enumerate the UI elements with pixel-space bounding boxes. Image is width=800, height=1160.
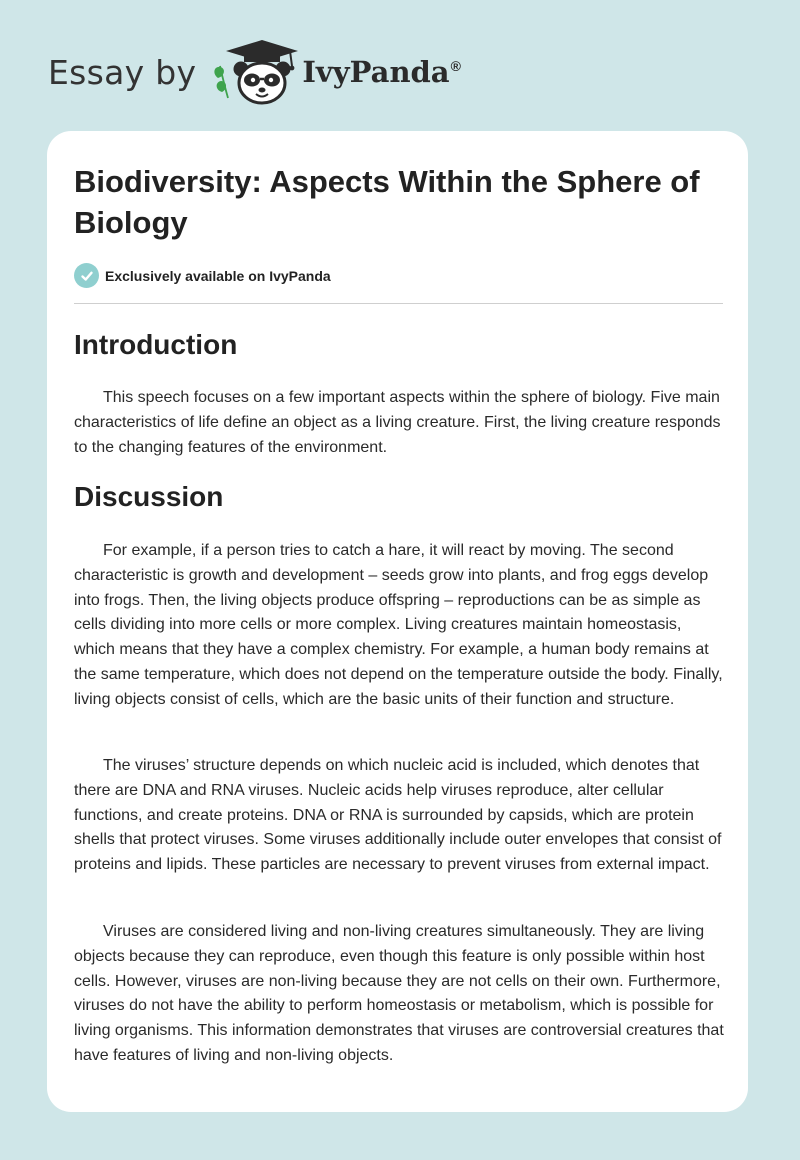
- exclusive-badge: [74, 263, 331, 288]
- section-heading-discussion: [74, 480, 724, 514]
- paragraph-text: The viruses’ structure depends on which nucleic acid is included, which denotes that there are DNA and RNA viruses. Nucleic acids help viruses reproduce, alter cellular functions, and create proteins. DNA or RNA is surrounded by capsids, which are protein shells that protect viruses. Some viruses additionally include outer envelopes that consist of proteins and lipids. These particles are necessary to prevent viruses from external impact.: [74, 757, 722, 874]
- registered-mark: ®: [450, 58, 461, 74]
- paragraph-text: Viruses are considered living and non-living creatures simultaneously. They are living objects because they can reproduce, even though this feature is only possible within host cells. However, viruses are non-living because they are not cells on their own. Furthermore, viruses do not have the ability to perform homeostasis or metabolism, which is possible for living organisms. This information demonstrates that viruses are controversial creatures that have features of living and non-living objects.: [74, 923, 724, 1064]
- paragraph-text: For example, if a person tries to catch a hare, it will react by moving. The second characteristic is growth and development – seeds grow into plants, and frog eggs develop into frogs. Then, the living objects produce offspring – reproductions can be as simple as cells dividing into more cells or more complex. Living creatures maintain homeostasis, which means that they have a complex chemistry. For example, a human body remains at the same temperature, which does not depend on the temperature outside the body. Finally, living objects consist of cells, which are the basic units of their function and structure.: [74, 542, 723, 708]
- section-heading-introduction: [74, 328, 724, 362]
- brand-header[interactable]: [48, 36, 461, 108]
- paragraph-text: This speech focuses on a few important aspects within the sphere of biology. Five main characteristics of life define an object as a living creature. First, the living creature responds to the changing features of the environment.: [74, 389, 721, 456]
- paragraph: [74, 920, 724, 1069]
- essay-title: Biodiversity: Aspects Within the Sphere of Biology: [74, 164, 700, 240]
- paragraph: [74, 754, 724, 878]
- panda-logo-icon: [210, 36, 300, 108]
- badge-label: Exclusively available on IvyPanda: [105, 267, 331, 284]
- brand-name: IvyPanda: [302, 55, 450, 89]
- paragraph: [74, 386, 724, 460]
- brand-prefix: Essay by: [48, 52, 197, 92]
- paragraph: [74, 539, 724, 713]
- check-circle-icon: [74, 263, 99, 288]
- divider: [74, 303, 723, 304]
- essay-card: [47, 131, 748, 1112]
- section-heading: Discussion: [74, 481, 224, 512]
- section-heading: Introduction: [74, 329, 238, 360]
